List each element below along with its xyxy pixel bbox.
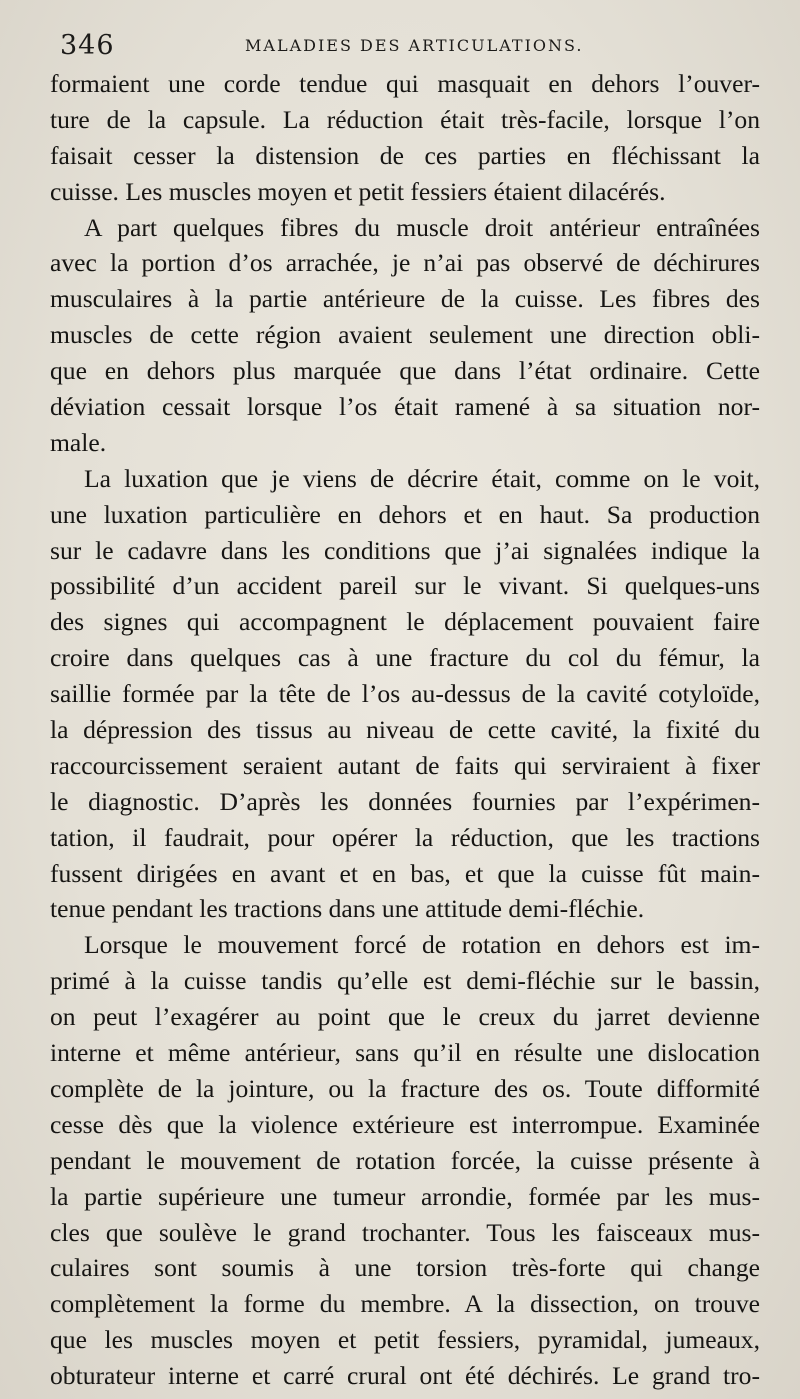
text-line: le diagnostic. D’après les données fournies par l’expérimen- <box>50 786 760 816</box>
text-line: saillie formée par la tête de l’os au-dessus de la cavité cotyloïde, <box>50 679 760 709</box>
text-line: pendant le mouvement de rotation forcée, la cuisse présente à <box>50 1145 760 1175</box>
body-text <box>50 66 760 1394</box>
text-line: que les muscles moyen et petit fessiers, pyramidal, jumeaux, <box>50 1325 760 1355</box>
text-line: tation, il faudrait, pour opérer la réduction, que les tractions <box>50 822 760 852</box>
text-line: que en dehors plus marquée que dans l’état ordinaire. Cette <box>50 356 760 386</box>
text-line: des signes qui accompagnent le déplacement pouvaient faire <box>50 607 760 637</box>
text-line: male. <box>50 427 107 457</box>
text-line: faisait cesser la distension de ces parties en fléchissant la <box>50 140 760 170</box>
text-line: culaires sont soumis à une torsion très-forte qui change <box>50 1253 760 1283</box>
text-line: croire dans quelques cas à une fracture du col du fémur, la <box>50 643 760 673</box>
text-line: la dépression des tissus au niveau de cette cavité, la fixité du <box>50 715 760 745</box>
text-line: La luxation que je viens de décrire était, comme on le voit, <box>84 463 760 493</box>
text-line: Lorsque le mouvement forcé de rotation en dehors est im- <box>84 930 760 960</box>
text-line: possibilité d’un accident pareil sur le vivant. Si quelques-uns <box>50 571 760 601</box>
page-number: 346 <box>60 30 115 61</box>
text-line: primé à la cuisse tandis qu’elle est demi-fléchie sur le bassin, <box>50 966 760 996</box>
text-line: complètement la forme du membre. A la dissection, on trouve <box>50 1289 760 1319</box>
text-line: fussent dirigées en avant et en bas, et que la cuisse fût main- <box>50 858 760 888</box>
text-line: cles que soulève le grand trochanter. Tous les faisceaux mus- <box>50 1217 760 1247</box>
text-line: déviation cessait lorsque l’os était ramené à sa situation nor- <box>50 392 760 422</box>
text-line: cuisse. Les muscles moyen et petit fessiers étaient dilacérés. <box>50 176 666 206</box>
text-line: la partie supérieure une tumeur arrondie, formée par les mus- <box>50 1181 760 1211</box>
running-head: MALADIES DES ARTICULATIONS. <box>245 36 584 55</box>
text-line: complète de la jointure, ou la fracture des os. Toute difformité <box>50 1073 760 1103</box>
text-line: formaient une corde tendue qui masquait en dehors l’ouver- <box>50 69 760 98</box>
text-line: raccourcissement seraient autant de faits qui serviraient à fixer <box>50 750 760 780</box>
text-line: avec la portion d’os arrachée, je n’ai pas observé de déchirures <box>50 248 760 278</box>
text-line: cesse dès que la violence extérieure est interrompue. Examinée <box>50 1109 760 1139</box>
page-header <box>60 30 760 62</box>
text-line: A part quelques fibres du muscle droit antérieur entraînées <box>84 212 760 242</box>
text-line: interne et même antérieur, sans qu’il en résulte une dislocation <box>50 1038 760 1068</box>
text-line: muscles de cette région avaient seulement une direction obli- <box>50 320 760 350</box>
text-line: musculaires à la partie antérieure de la cuisse. Les fibres des <box>50 284 760 314</box>
text-line: tenue pendant les tractions dans une attitude demi-fléchie. <box>50 894 645 924</box>
text-line: ture de la capsule. La réduction était très-facile, lorsque l’on <box>50 104 760 134</box>
text-line: on peut l’exagérer au point que le creux du jarret devienne <box>50 1002 760 1032</box>
text-line: obturateur interne et carré crural ont été déchirés. Le grand tro- <box>50 1361 760 1391</box>
text-line: sur le cadavre dans les conditions que j’ai signalées indique la <box>50 535 760 565</box>
text-line: une luxation particulière en dehors et en haut. Sa production <box>50 499 760 529</box>
